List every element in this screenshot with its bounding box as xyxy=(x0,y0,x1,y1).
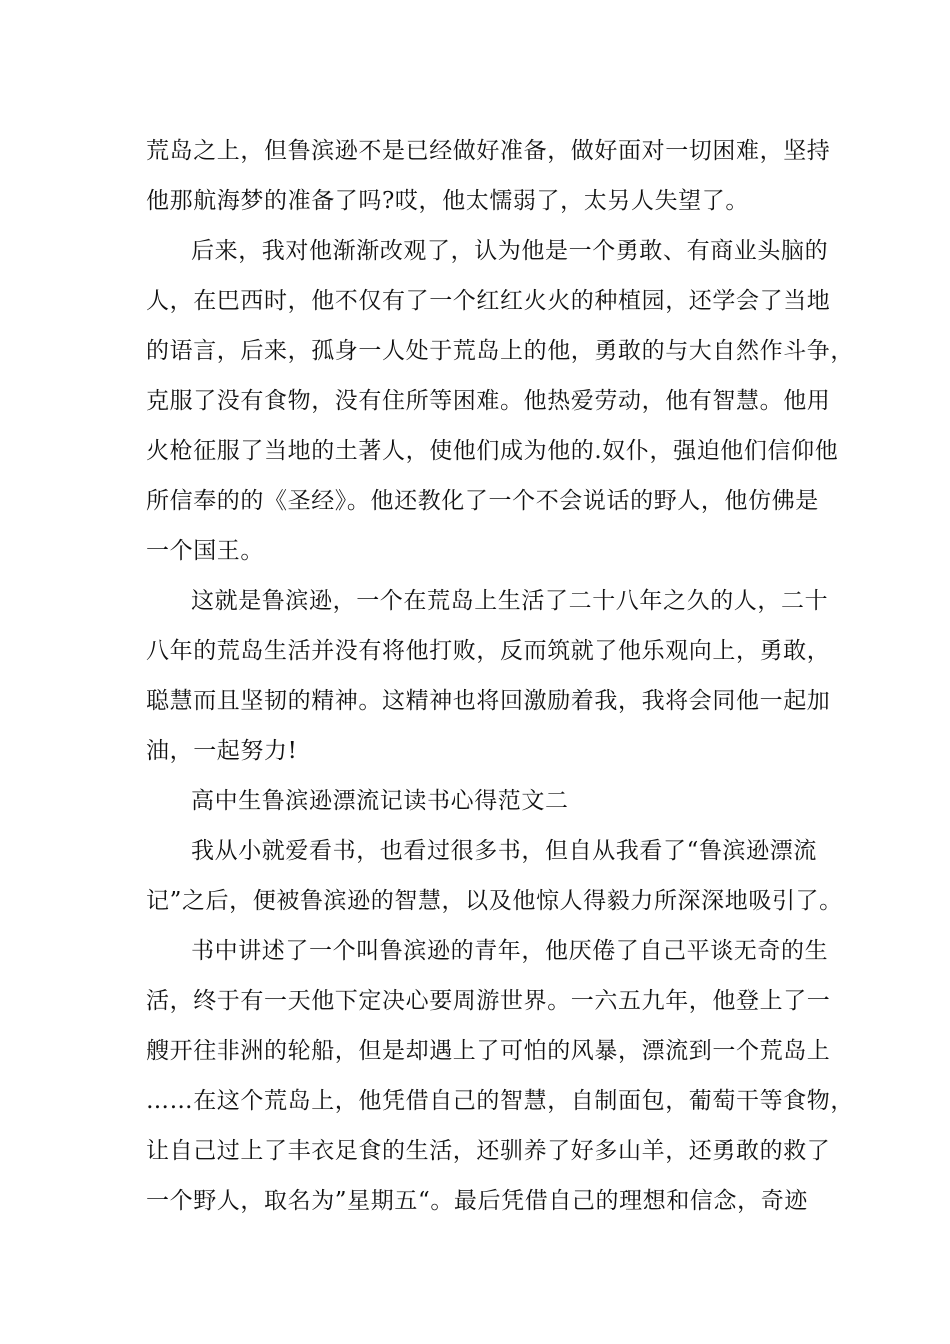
paragraph-line: ……在这个荒岛上，他凭借自己的智慧，自制面包，葡萄干等食物， xyxy=(146,1088,854,1114)
paragraph-line: 我从小就爱看书，也看过很多书，但自从我看了“鲁滨逊漂流 xyxy=(191,838,817,864)
paragraph-line: 这就是鲁滨逊，一个在荒岛上生活了二十八年之久的人，二十 xyxy=(191,588,829,614)
paragraph-line: 一个国王。 xyxy=(146,538,264,564)
paragraph-line: 油，一起努力! xyxy=(146,738,298,764)
paragraph-line: 记”之后，便被鲁滨逊的智慧，以及他惊人得毅力所深深地吸引了。 xyxy=(146,888,843,914)
paragraph-line: 火枪征服了当地的土著人，使他们成为他的.奴仆，强迫他们信仰他 xyxy=(146,438,839,464)
paragraph-line: 荒岛之上，但鲁滨逊不是已经做好准备，做好面对一切困难，坚持 xyxy=(146,138,831,164)
paragraph-line: 聪慧而且坚韧的精神。这精神也将回激励着我，我将会同他一起加 xyxy=(146,688,831,714)
paragraph-line: 书中讲述了一个叫鲁滨逊的青年，他厌倦了自己平谈无奇的生 xyxy=(191,938,829,964)
paragraph-line: 的语言，后来，孤身一人处于荒岛上的他，勇敢的与大自然作斗争， xyxy=(146,338,854,364)
section-heading: 高中生鲁滨逊漂流记读书心得范文二 xyxy=(191,788,569,814)
paragraph-line: 所信奉的的《圣经》。他还教化了一个不会说话的野人，他仿佛是 xyxy=(146,488,819,514)
paragraph-line: 后来，我对他渐渐改观了，认为他是一个勇敢、有商业头脑的 xyxy=(191,238,829,264)
paragraph-line: 一个野人，取名为”星期五“。最后凭借自己的理想和信念，奇迹 xyxy=(146,1188,808,1214)
paragraph-line: 活，终于有一天他下定决心要周游世界。一六五九年，他登上了一 xyxy=(146,988,831,1014)
paragraph-line: 八年的荒岛生活并没有将他打败，反而筑就了他乐观向上，勇敢， xyxy=(146,638,831,664)
paragraph-line: 克服了没有食物，没有住所等困难。他热爱劳动，他有智慧。他用 xyxy=(146,388,831,414)
paragraph-line: 他那航海梦的准备了吗?哎，他太懦弱了，太另人失望了。 xyxy=(146,188,749,214)
paragraph-line: 让自己过上了丰衣足食的生活，还驯养了好多山羊，还勇敢的救了 xyxy=(146,1138,831,1164)
paragraph-line: 人，在巴西时，他不仅有了一个红红火火的种植园，还学会了当地 xyxy=(146,288,831,314)
paragraph-line: 艘开往非洲的轮船，但是却遇上了可怕的风暴，漂流到一个荒岛上 xyxy=(146,1038,831,1064)
